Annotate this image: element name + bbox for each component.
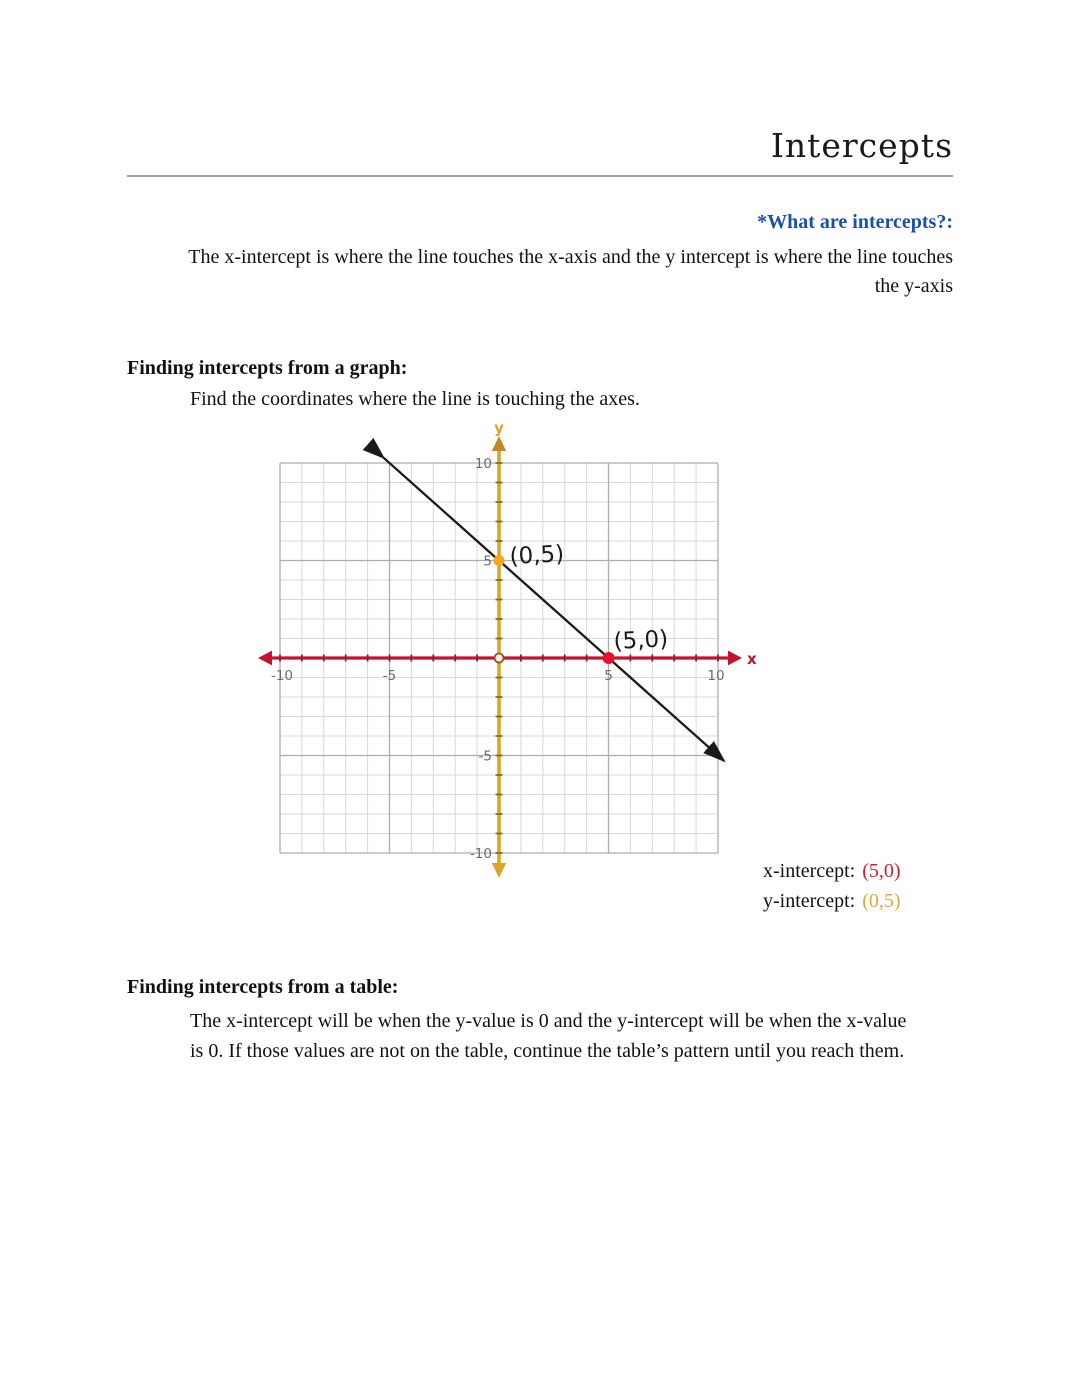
y-tick-label-neg10: -10	[469, 846, 492, 862]
intro-paragraph	[127, 243, 953, 301]
coordinate-plane-figure	[253, 419, 757, 885]
y-intercept-answer	[763, 886, 901, 916]
x-tick-label-neg10: -10	[270, 668, 294, 684]
table-text-line-1: The x-intercept will be when the y-value is 0 and the y-intercept will be when the x-value	[190, 1010, 907, 1032]
x-intercept-answer-value: (5,0)	[862, 860, 901, 882]
x-intercept-answer	[763, 856, 901, 886]
x-intercept-answer-label: x-intercept:	[763, 860, 856, 882]
title-divider-rule	[127, 175, 953, 177]
coordinate-plane-svg	[253, 419, 757, 885]
table-section-heading: Finding intercepts from a table:	[127, 976, 399, 998]
intro-heading: *What are intercepts?:	[757, 211, 953, 233]
x-tick-label-5: 5	[604, 668, 613, 684]
y-intercept-point	[494, 555, 505, 566]
x-axis-label: x	[747, 650, 757, 668]
plotted-line	[384, 458, 725, 761]
y-intercept-answer-label: y-intercept:	[763, 890, 856, 912]
x-axis-right-arrow-icon	[728, 651, 742, 666]
origin-marker	[495, 654, 504, 663]
table-text-line-2: is 0. If those values are not on the table, continue the table’s pattern until you reach them.	[190, 1040, 905, 1062]
intercept-answers	[763, 856, 901, 916]
table-section-paragraph	[190, 1006, 960, 1066]
x-axis-left-arrow-icon	[258, 651, 272, 666]
y-tick-label-5: 5	[483, 553, 492, 570]
y-axis-bottom-arrow-icon	[492, 863, 506, 878]
graph-section-heading: Finding intercepts from a graph:	[127, 357, 408, 379]
graph-section-instruction: Find the coordinates where the line is touching the axes.	[190, 388, 640, 410]
intro-text-line-2: the y-axis	[874, 275, 953, 297]
y-intercept-answer-value: (0,5)	[862, 890, 901, 912]
point-label-0-5: (0,5)	[508, 541, 565, 570]
x-tick-label-10: 10	[707, 668, 725, 684]
point-label-5-0: (5,0)	[612, 626, 669, 655]
y-tick-label-neg5: -5	[478, 748, 492, 765]
y-tick-label-10: 10	[474, 456, 492, 472]
y-axis-label: y	[494, 419, 504, 437]
page-title: Intercepts	[770, 126, 953, 165]
x-tick-label-neg5: -5	[382, 668, 397, 684]
y-axis-top-arrow-icon	[492, 436, 506, 451]
intro-text-line-1: The x-intercept is where the line touches the x-axis and the y intercept is where the line touches	[188, 246, 953, 268]
x-intercept-point	[603, 652, 615, 664]
